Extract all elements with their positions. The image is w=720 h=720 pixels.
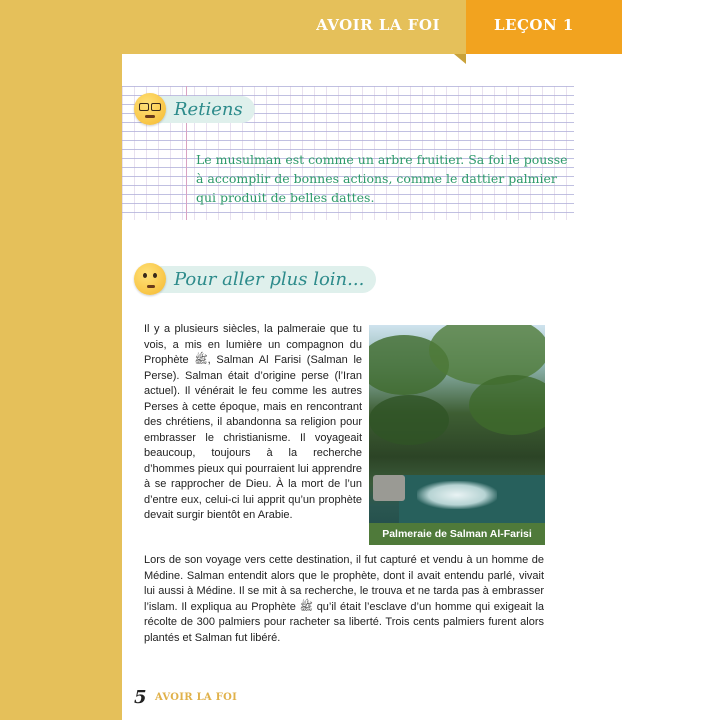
tab-notch — [454, 54, 466, 64]
chapter-title: AVOIR LA FOI — [316, 16, 440, 34]
lesson-title: LEÇON 1 — [494, 16, 574, 34]
nerd-face-icon — [134, 93, 166, 125]
plus-loin-heading — [134, 263, 376, 295]
retiens-heading — [134, 93, 255, 125]
story-paragraph-1: Il y a plusieurs siècles, la palmeraie que tu vois, a mis en lumière un compagnon du Prophète ﷺ, Salman Al Farisi (Salman le Perse). Salman était d’origine perse (l’Iran actuel). Il vénérait le feu comme les autres Perses à cette époque, mais en rencontrant des chrétiens, il abandonna sa religion pour embrasser le christianisme. Il voyageait beaucoup, toujours à la recherche d’hommes pieux qui pourraient lui apprendre à se rapprocher de Dieu. À la mort de l’un d’entre eux, celui-ci lui apprit qu’un prophète devait surgir bientôt en Arabie. — [144, 323, 363, 521]
retiens-label: Retiens — [148, 96, 255, 123]
chapter-tab — [122, 0, 466, 54]
retiens-text: Le musulman est comme un arbre fruitier. Sa foi le pousse à accomplir de bonnes actions, comme le dattier palmier qui produit de belles dattes. — [196, 152, 568, 205]
photo-caption: Palmeraie de Salman Al-Farisi — [369, 523, 545, 545]
lesson-tab — [466, 0, 622, 54]
thinking-face-icon — [134, 263, 166, 295]
plus-loin-label: Pour aller plus loin... — [148, 266, 376, 293]
footer-title: AVOIR LA FOI — [155, 692, 238, 703]
story-paragraph-2: Lors de son voyage vers cette destination, il fut capturé et vendu à un homme de Médine. Salman entendit alors que le prophète, dont il avait entendu parlé, vivait lui aussi à Médine. Il se mit à sa recherche, le trouva et ne tarda pas à embrasser l’islam. Il expliqua au Prophète ﷺ qu’il était l’esclave d’un homme qui exigeait la récolte de 300 palmiers pour racheter sa liberté. Trois cents palmiers furent alors plantés et Salman fut libéré. — [144, 554, 545, 644]
palm-grove-photo — [369, 325, 545, 545]
sidebar-band — [0, 0, 122, 720]
page-header — [122, 0, 622, 54]
page-number: 5 — [134, 687, 147, 708]
